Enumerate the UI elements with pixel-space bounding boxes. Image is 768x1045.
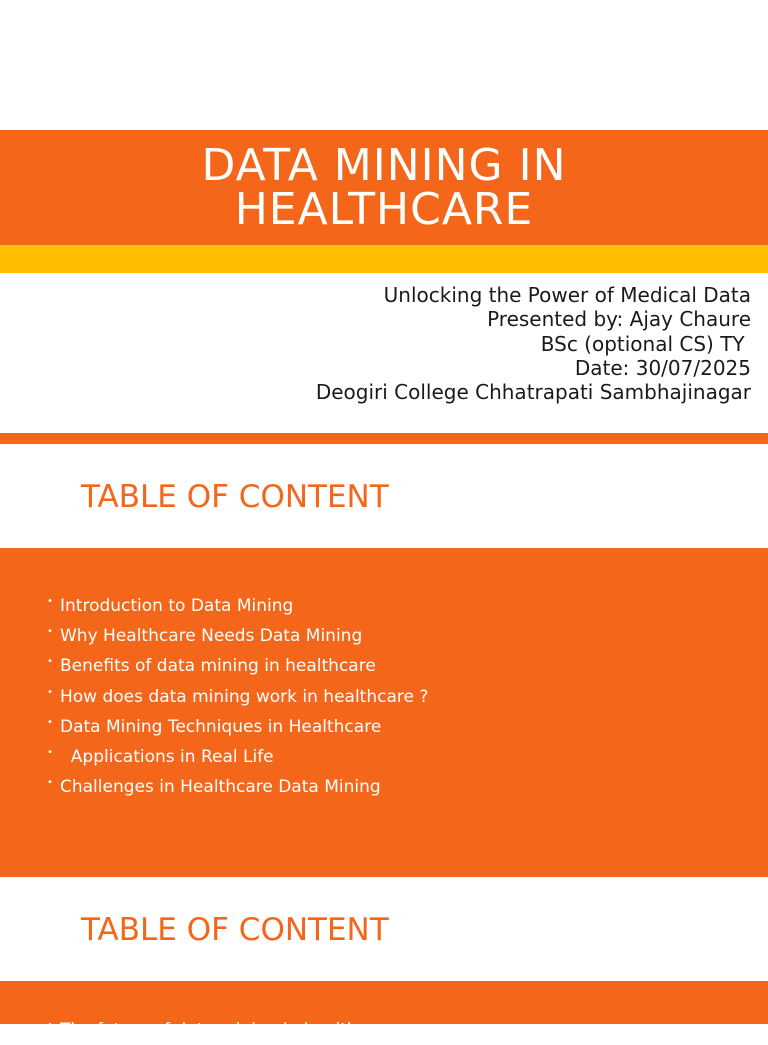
toc-item-label: Data Mining Techniques in Healthcare bbox=[60, 716, 382, 737]
toc-panel bbox=[0, 548, 768, 877]
subtitle-tagline: Unlocking the Power of Medical Data bbox=[383, 283, 751, 307]
toc-item bbox=[47, 772, 428, 802]
subtitle-block bbox=[151, 283, 751, 404]
toc-item-label: Introduction to Data Mining bbox=[60, 596, 294, 616]
title-slide bbox=[0, 0, 768, 433]
slide-divider bbox=[0, 433, 768, 444]
subtitle-course: BSc (optional CS) TY bbox=[540, 331, 751, 356]
toc-list bbox=[47, 591, 428, 802]
bullet-dot-icon: • bbox=[47, 626, 53, 638]
toc-item bbox=[47, 712, 428, 742]
toc-item-label: Benefits of data mining in healthcare bbox=[60, 656, 376, 677]
title-band bbox=[0, 130, 768, 245]
subtitle-college: Deogiri College Chhatrapati Sambhajinagar bbox=[315, 380, 751, 405]
toc-item-label: Challenges in Healthcare Data Mining bbox=[60, 777, 381, 798]
toc-panel-continued bbox=[0, 981, 768, 1040]
bullet-dot-icon: • bbox=[47, 1020, 53, 1031]
subtitle-date: Date: 30/07/2025 bbox=[574, 355, 751, 380]
bullet-dot-icon: • bbox=[47, 777, 53, 789]
accent-stripe bbox=[0, 245, 768, 273]
toc-item bbox=[47, 1015, 395, 1045]
toc-item bbox=[47, 742, 428, 772]
toc-item-label: The future of data mining in healthcare bbox=[60, 1020, 395, 1040]
bullet-dot-icon: • bbox=[47, 656, 53, 668]
bullet-dot-icon: • bbox=[47, 716, 53, 728]
toc-item-label: Applications in Real Life bbox=[60, 747, 274, 768]
toc-list-continued bbox=[47, 1015, 395, 1045]
toc-item bbox=[47, 682, 428, 712]
bullet-dot-icon: • bbox=[47, 686, 53, 698]
toc-item-label: Why Healthcare Needs Data Mining bbox=[60, 626, 363, 647]
toc-item bbox=[47, 651, 428, 681]
toc-heading-continued: TABLE OF CONTENT bbox=[81, 912, 389, 948]
presentation-title: DATA MINING IN HEALTHCARE bbox=[201, 139, 567, 235]
bullet-dot-icon: • bbox=[47, 747, 53, 759]
bullet-dot-icon: • bbox=[47, 596, 53, 607]
toc-item bbox=[47, 621, 428, 651]
toc-item bbox=[47, 591, 428, 621]
toc-heading: TABLE OF CONTENT bbox=[81, 479, 389, 515]
toc-item-label: How does data mining work in healthcare ? bbox=[60, 686, 429, 707]
subtitle-presenter: Presented by: Ajay Chaure bbox=[487, 307, 751, 332]
